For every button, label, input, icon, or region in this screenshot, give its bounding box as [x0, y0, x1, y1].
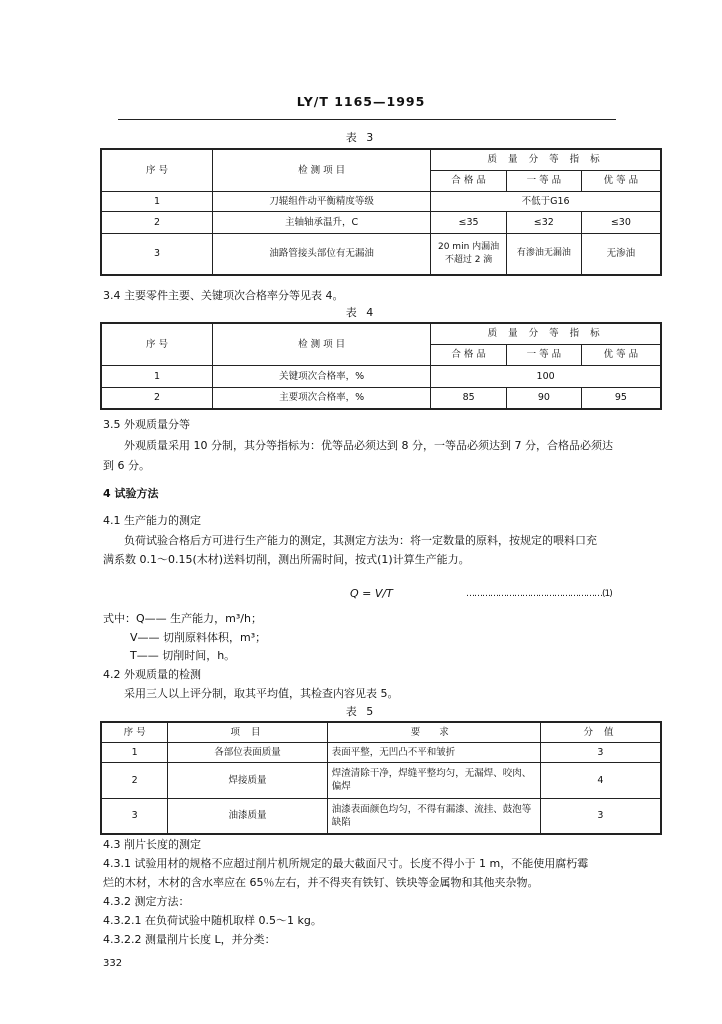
- cell-value: ≤30: [581, 211, 661, 233]
- cell-merged-value: 100: [431, 365, 661, 387]
- cell-value: 无渗油: [581, 233, 661, 275]
- table3-caption: 表 3: [345, 131, 377, 144]
- cell-value: 85: [431, 387, 507, 409]
- formula-where-v: V—— 切削原料体积，m³；: [130, 631, 267, 644]
- table-row: [101, 211, 661, 233]
- cell-item: 油路管接头部位有无漏油: [213, 233, 431, 275]
- section-4-1-line2: 满系数 0.1～0.15(木材)送料切削，测出所需时间，按式(1)计算生产能力。: [103, 553, 470, 566]
- table4-caption: 表 4: [345, 306, 377, 319]
- cell-item: 关键项次合格率，%: [213, 365, 431, 387]
- section-3-5-title: 3.5 外观质量分等: [103, 418, 190, 431]
- cell-requirement: 表面平整，无凹凸不平和皱折: [327, 742, 540, 762]
- section-4-1-line1: 负荷试验合格后方可进行生产能力的测定，其测定方法为：将一定数量的原料，按规定的喂料口充: [124, 534, 597, 547]
- section-3-4: 3.4 主要零件主要、关键项次合格率分等见表 4。: [103, 289, 344, 302]
- table4-grade-qualified: 合 格 品: [431, 344, 507, 365]
- section-4-3-2: 4.3.2 测定方法：: [103, 895, 190, 908]
- section-3-5-line1: 外观质量采用 10 分制，其分等指标为：优等品必须达到 8 分，一等品必须达到 7 分，合格品必须达: [124, 439, 613, 452]
- cell-value: 90: [506, 387, 581, 409]
- table-row: [101, 762, 661, 798]
- standard-number-header: LY/T 1165—1995: [296, 94, 426, 109]
- table3-header-seq: 序 号: [101, 149, 213, 191]
- table4: [100, 322, 662, 410]
- cell-seq: 1: [101, 191, 213, 211]
- table-row: [101, 233, 661, 275]
- cell-merged-value: 不低于G16: [431, 191, 661, 211]
- cell-value: ≤32: [506, 211, 581, 233]
- table-row: [101, 742, 661, 762]
- cell-item: 各部位表面质量: [168, 742, 327, 762]
- cell-score: 4: [540, 762, 661, 798]
- page-number: 332: [103, 958, 123, 969]
- cell-value: 20 min 内漏油 不超过 2 滴: [431, 233, 507, 275]
- cell-requirement: 焊渣清除干净，焊缝平整均匀，无漏焊、咬肉、偏焊: [327, 762, 540, 798]
- table3-header-item: 检 测 项 目: [213, 149, 431, 191]
- cell-seq: 3: [101, 798, 168, 834]
- table4-grade-first: 一 等 品: [506, 344, 581, 365]
- table5-header-item: 项 目: [168, 722, 327, 742]
- header-rule: [118, 119, 616, 120]
- cell-item: 主要项次合格率，%: [213, 387, 431, 409]
- table4-header-seq: 序 号: [101, 323, 213, 365]
- table3: [100, 148, 662, 276]
- table3-header-quality: 质 量 分 等 指 标: [431, 149, 661, 170]
- table-row: [101, 365, 661, 387]
- table4-header-item: 检 测 项 目: [213, 323, 431, 365]
- table3-grade-first: 一 等 品: [506, 170, 581, 191]
- formula: Q = V/T: [350, 587, 393, 600]
- section-4-3-1-line2: 烂的木材，木材的含水率应在 65％左右，并不得夹有铁钉、铁块等金属物和其他夹杂物。: [103, 876, 539, 889]
- section-4-3-2-1: 4.3.2.1 在负荷试验中随机取样 0.5～1 kg。: [103, 914, 322, 927]
- table5-caption: 表 5: [345, 705, 377, 718]
- cell-score: 3: [540, 742, 661, 762]
- cell-value: 95: [581, 387, 661, 409]
- table4-grade-superior: 优 等 品: [581, 344, 661, 365]
- section-4-1-title: 4.1 生产能力的测定: [103, 514, 201, 527]
- table5: [100, 721, 662, 835]
- section-4-title: 4 试验方法: [103, 487, 159, 500]
- cell-item: 刀辊组件动平衡精度等级: [213, 191, 431, 211]
- section-4-3-1-line1: 4.3.1 试验用材的规格不应超过削片机所规定的最大截面尺寸。长度不得小于 1 m，不能使用腐朽霉: [103, 857, 589, 870]
- table-row: [101, 387, 661, 409]
- table3-grade-superior: 优 等 品: [581, 170, 661, 191]
- formula-where-t: T—— 切削时间，h。: [130, 649, 236, 662]
- cell-item: 油漆质量: [168, 798, 327, 834]
- cell-seq: 1: [101, 742, 168, 762]
- cell-item: 主轴轴承温升，C: [213, 211, 431, 233]
- formula-number: ……………………………………………(1): [466, 589, 612, 599]
- section-4-2-line1: 采用三人以上评分制，取其平均值，其检查内容见表 5。: [124, 687, 399, 700]
- section-4-3-title: 4.3 削片长度的测定: [103, 838, 201, 851]
- table-row: [101, 191, 661, 211]
- table5-header-seq: 序 号: [101, 722, 168, 742]
- table4-header-quality: 质 量 分 等 指 标: [431, 323, 661, 344]
- cell-seq: 2: [101, 211, 213, 233]
- cell-value: ≤35: [431, 211, 507, 233]
- table5-header-score: 分 值: [540, 722, 661, 742]
- cell-seq: 2: [101, 387, 213, 409]
- table3-grade-qualified: 合 格 品: [431, 170, 507, 191]
- formula-where-q: 式中：Q—— 生产能力，m³/h；: [103, 612, 262, 625]
- section-3-5-line2: 到 6 分。: [103, 459, 150, 472]
- section-4-3-2-2: 4.3.2.2 测量削片长度 L，并分类：: [103, 933, 276, 946]
- cell-requirement: 油漆表面颜色均匀，不得有漏漆、流挂、鼓泡等缺陷: [327, 798, 540, 834]
- cell-value: 有渗油无漏油: [506, 233, 581, 275]
- cell-score: 3: [540, 798, 661, 834]
- table-row: [101, 798, 661, 834]
- cell-seq: 3: [101, 233, 213, 275]
- table5-header-requirement: 要 求: [327, 722, 540, 742]
- section-4-2-title: 4.2 外观质量的检测: [103, 668, 201, 681]
- cell-seq: 2: [101, 762, 168, 798]
- cell-seq: 1: [101, 365, 213, 387]
- cell-item: 焊接质量: [168, 762, 327, 798]
